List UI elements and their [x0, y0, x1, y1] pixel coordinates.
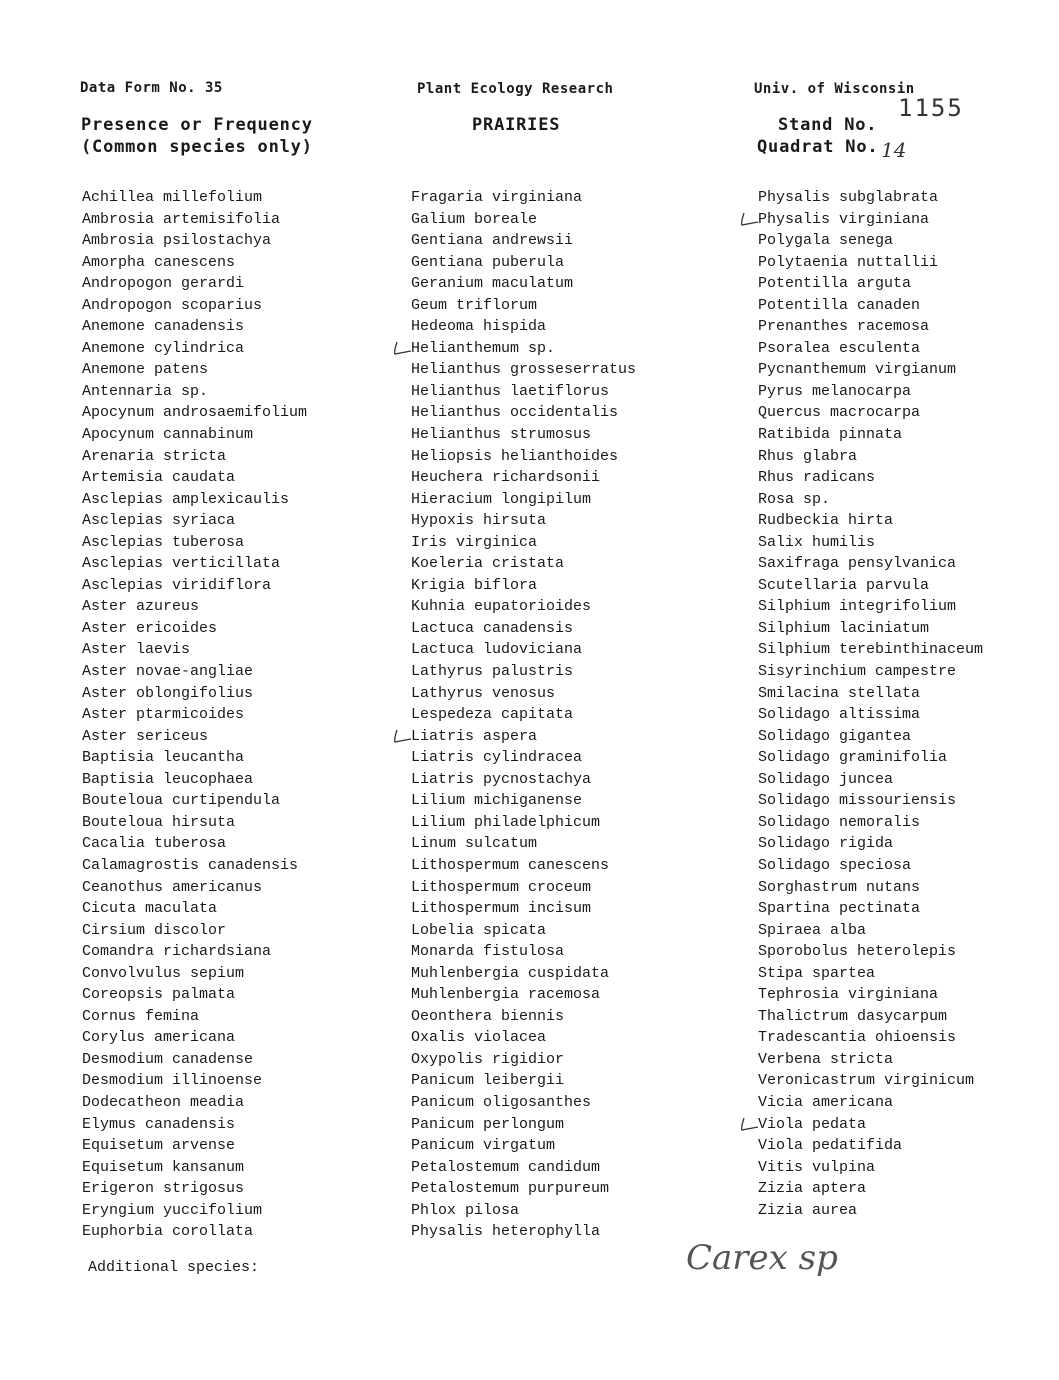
check-mark-icon: [738, 1116, 758, 1134]
species-item: Petalostemum candidum: [411, 1158, 601, 1176]
species-item: Saxifraga pensylvanica: [758, 555, 957, 573]
species-item: Hedeoma hispida: [411, 318, 547, 336]
species-item: Bouteloua hirsuta: [82, 813, 236, 831]
title-line-1: Presence or Frequency: [81, 115, 313, 135]
species-item: Lithospermum canescens: [411, 856, 610, 874]
species-item: Lactuca canadensis: [411, 619, 574, 637]
species-item: Ceanothus americanus: [82, 878, 263, 896]
check-mark-icon: [391, 728, 411, 746]
species-item: Sorghastrum nutans: [758, 878, 921, 896]
species-item: Koeleria cristata: [411, 555, 565, 573]
species-item: Iris virginica: [411, 533, 538, 551]
form-number: Data Form No. 35: [80, 80, 223, 96]
species-item: Bouteloua curtipendula: [82, 792, 281, 810]
species-item: Desmodium illinoense: [82, 1072, 263, 1090]
species-item: Helianthus laetiflorus: [411, 382, 610, 400]
additional-species-label: Additional species:: [88, 1259, 260, 1276]
species-item: Silphium laciniatum: [758, 619, 930, 637]
species-item: Solidago rigida: [758, 835, 894, 853]
species-item: Corylus americana: [82, 1029, 236, 1047]
species-item: Thalictrum dasycarpum: [758, 1007, 948, 1025]
species-item: Apocynum androsaemifolium: [82, 404, 308, 422]
species-item: Solidago graminifolia: [758, 749, 948, 767]
species-item: Cirsium discolor: [82, 921, 227, 939]
species-item: Physalis subglabrata: [758, 189, 939, 206]
species-item: Aster oblongifolius: [82, 684, 254, 702]
species-item: Geranium maculatum: [411, 275, 574, 293]
species-item: Anemone cylindrica: [82, 339, 245, 357]
species-item: Elymus canadensis: [82, 1115, 236, 1133]
species-item: Liatris cylindracea: [411, 749, 583, 767]
species-item: Aster sericeus: [82, 727, 209, 745]
species-item: Panicum perlongum: [411, 1115, 565, 1133]
species-item: Lithospermum croceum: [411, 878, 592, 896]
species-label: Physalis virginiana: [758, 210, 930, 228]
species-item: Gentiana andrewsii: [411, 232, 574, 250]
research-label: Plant Ecology Research: [417, 81, 614, 97]
species-item: Amorpha canescens: [82, 253, 236, 271]
species-item: Oeonthera biennis: [411, 1007, 565, 1025]
species-item: Eryngium yuccifolium: [82, 1201, 263, 1219]
species-item: Vitis vulpina: [758, 1158, 876, 1176]
species-item: Equisetum kansanum: [82, 1158, 245, 1176]
species-label: Liatris aspera: [411, 727, 538, 745]
species-item: Polygala senega: [758, 232, 894, 250]
species-item: Oxypolis rigidior: [411, 1050, 565, 1068]
species-item: Ambrosia artemisifolia: [82, 210, 281, 228]
species-item: Kuhnia eupatorioides: [411, 598, 592, 616]
species-item: [758, 1114, 983, 1136]
species-item: Monarda fistulosa: [411, 943, 565, 961]
species-item: Solidago juncea: [758, 770, 894, 788]
species-item: Aster novae-angliae: [82, 663, 254, 681]
species-item: Lespedeza capitata: [411, 706, 574, 724]
species-item: Lithospermum incisum: [411, 900, 592, 918]
species-item: Achillea millefolium: [82, 189, 263, 206]
species-label: Helianthemum sp.: [411, 339, 556, 357]
species-item: Physalis heterophylla: [411, 1223, 601, 1241]
additional-species-handwritten: Carex sp: [686, 1238, 838, 1278]
species-item: Fragaria virginiana: [411, 189, 583, 206]
species-item: Viola pedatifida: [758, 1137, 903, 1155]
species-item: Coreopsis palmata: [82, 986, 236, 1004]
species-item: [758, 209, 983, 231]
species-item: Calamagrostis canadensis: [82, 856, 299, 874]
species-item: Rhus glabra: [758, 447, 858, 465]
quadrat-number-value: 14: [881, 138, 907, 162]
species-item: Baptisia leucantha: [82, 749, 245, 767]
species-item: Galium boreale: [411, 210, 538, 228]
species-column-3: [758, 187, 983, 1221]
species-item: Andropogon scoparius: [82, 296, 263, 314]
university-label: Univ. of Wisconsin: [754, 81, 915, 97]
species-item: Apocynum cannabinum: [82, 426, 254, 444]
species-item: Scutellaria parvula: [758, 576, 930, 594]
species-item: Solidago nemoralis: [758, 813, 921, 831]
species-item: Veronicastrum virginicum: [758, 1072, 975, 1090]
species-item: Panicum leibergii: [411, 1072, 565, 1090]
quadrat-label: Quadrat No.: [757, 137, 879, 157]
species-item: Solidago altissima: [758, 706, 921, 724]
species-item: Desmodium canadense: [82, 1050, 254, 1068]
species-item: Cacalia tuberosa: [82, 835, 227, 853]
species-item: Lilium philadelphicum: [411, 813, 601, 831]
species-item: Linum sulcatum: [411, 835, 538, 853]
species-item: Arenaria stricta: [82, 447, 227, 465]
species-item: Hypoxis hirsuta: [411, 512, 547, 530]
species-item: Solidago gigantea: [758, 727, 912, 745]
species-item: Spiraea alba: [758, 921, 867, 939]
species-item: Polytaenia nuttallii: [758, 253, 939, 271]
species-item: Baptisia leucophaea: [82, 770, 254, 788]
species-item: Aster azureus: [82, 598, 200, 616]
species-item: Cicuta maculata: [82, 900, 218, 918]
species-item: Prenanthes racemosa: [758, 318, 930, 336]
species-item: Quercus macrocarpa: [758, 404, 921, 422]
species-item: Silphium integrifolium: [758, 598, 957, 616]
species-item: Andropogon gerardi: [82, 275, 245, 293]
species-item: Aster ptarmicoides: [82, 706, 245, 724]
species-item: Asclepias syriaca: [82, 512, 236, 530]
stand-number-value: 1155: [898, 94, 964, 122]
species-column-1: [82, 187, 307, 1243]
species-item: Geum triflorum: [411, 296, 538, 314]
species-item: Lactuca ludoviciana: [411, 641, 583, 659]
species-item: Silphium terebinthinaceum: [758, 641, 984, 659]
species-item: Asclepias amplexicaulis: [82, 490, 290, 508]
species-item: [411, 338, 636, 360]
species-item: Anemone patens: [82, 361, 209, 379]
species-item: Pycnanthemum virgianum: [758, 361, 957, 379]
species-item: Ambrosia psilostachya: [82, 232, 272, 250]
species-item: Oxalis violacea: [411, 1029, 547, 1047]
species-item: Cornus femina: [82, 1007, 200, 1025]
species-item: Smilacina stellata: [758, 684, 921, 702]
species-item: Tradescantia ohioensis: [758, 1029, 957, 1047]
species-item: Anemone canadensis: [82, 318, 245, 336]
species-item: Hieracium longipilum: [411, 490, 592, 508]
species-item: Potentilla canaden: [758, 296, 921, 314]
species-item: Muhlenbergia cuspidata: [411, 964, 610, 982]
species-item: Lathyrus venosus: [411, 684, 556, 702]
species-item: Ratibida pinnata: [758, 426, 903, 444]
species-item: Euphorbia corollata: [82, 1223, 254, 1241]
species-item: Rudbeckia hirta: [758, 512, 894, 530]
species-item: Dodecatheon meadia: [82, 1093, 245, 1111]
species-item: Salix humilis: [758, 533, 876, 551]
species-item: Convolvulus sepium: [82, 964, 245, 982]
stand-label: Stand No.: [778, 115, 878, 135]
species-label: Viola pedata: [758, 1115, 867, 1133]
species-item: Erigeron strigosus: [82, 1180, 245, 1198]
species-item: Artemisia caudata: [82, 469, 236, 487]
species-item: Lathyrus palustris: [411, 663, 574, 681]
species-item: Psoralea esculenta: [758, 339, 921, 357]
species-item: Solidago speciosa: [758, 856, 912, 874]
species-item: Helianthus occidentalis: [411, 404, 619, 422]
species-item: Panicum oligosanthes: [411, 1093, 592, 1111]
species-item: Stipa spartea: [758, 964, 876, 982]
species-item: Potentilla arguta: [758, 275, 912, 293]
species-item: Spartina pectinata: [758, 900, 921, 918]
species-item: [411, 726, 636, 748]
species-item: Zizia aurea: [758, 1201, 858, 1219]
check-mark-icon: [738, 211, 758, 229]
species-item: Lilium michiganense: [411, 792, 583, 810]
species-item: Verbena stricta: [758, 1050, 894, 1068]
species-item: Solidago missouriensis: [758, 792, 957, 810]
species-item: Liatris pycnostachya: [411, 770, 592, 788]
species-item: Heuchera richardsonii: [411, 469, 601, 487]
species-item: Asclepias viridiflora: [82, 576, 272, 594]
species-item: Krigia biflora: [411, 576, 538, 594]
species-item: Gentiana puberula: [411, 253, 565, 271]
species-item: Tephrosia virginiana: [758, 986, 939, 1004]
species-item: Heliopsis helianthoides: [411, 447, 619, 465]
species-item: Pyrus melanocarpa: [758, 382, 912, 400]
species-item: Asclepias verticillata: [82, 555, 281, 573]
species-item: Sisyrinchium campestre: [758, 663, 957, 681]
species-item: Petalostemum purpureum: [411, 1180, 610, 1198]
species-item: Comandra richardsiana: [82, 943, 272, 961]
species-item: Rhus radicans: [758, 469, 876, 487]
title-line-2: (Common species only): [81, 137, 313, 157]
species-item: Aster ericoides: [82, 619, 218, 637]
species-item: Vicia americana: [758, 1093, 894, 1111]
species-item: Helianthus strumosus: [411, 426, 592, 444]
species-item: Equisetum arvense: [82, 1137, 236, 1155]
species-item: Rosa sp.: [758, 490, 831, 508]
species-item: Antennaria sp.: [82, 382, 209, 400]
species-item: Phlox pilosa: [411, 1201, 520, 1219]
species-item: Lobelia spicata: [411, 921, 547, 939]
species-item: Asclepias tuberosa: [82, 533, 245, 551]
species-item: Panicum virgatum: [411, 1137, 556, 1155]
species-item: Helianthus grosseserratus: [411, 361, 637, 379]
species-item: Aster laevis: [82, 641, 191, 659]
species-item: Zizia aptera: [758, 1180, 867, 1198]
species-column-2: [411, 187, 636, 1243]
category-title: PRAIRIES: [472, 115, 561, 135]
check-mark-icon: [391, 340, 411, 358]
species-item: Sporobolus heterolepis: [758, 943, 957, 961]
species-item: Muhlenbergia racemosa: [411, 986, 601, 1004]
